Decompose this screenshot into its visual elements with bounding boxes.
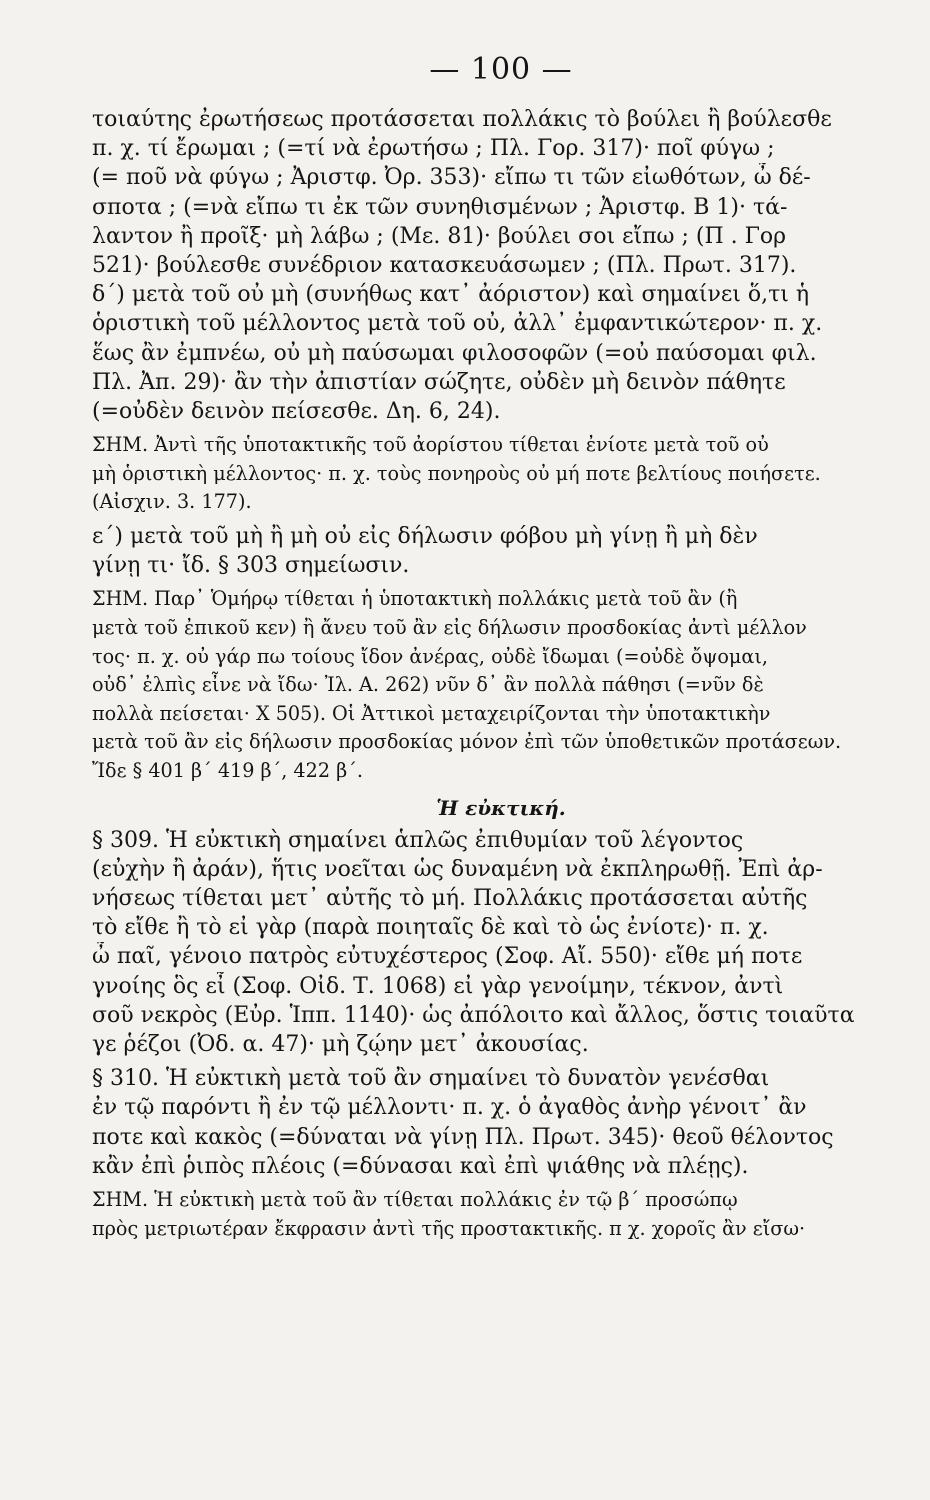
- note-line: μὴ ὁριστικὴ μέλλοντος· π. χ. τοὺς πονηροὺς οὐ μή ποτε βελτίους ποιήσετε.: [92, 461, 821, 485]
- note-line: ΣΗΜ. Παρ᾽ Ὁμήρῳ τίθεται ἡ ὑποτακτικὴ πολλάκις μετὰ τοῦ ἂν (ἢ: [92, 587, 738, 611]
- note-line: τος· π. χ. οὐ γάρ πω τοίους ἴδον ἀνέρας, οὐδὲ ἴδωμαι (=οὐδὲ ὄψομαι,: [92, 644, 768, 668]
- text-line: 521)· βούλεσθε συνέδριον κατασκευάσωμεν ; (Πλ. Πρωτ. 317).: [92, 253, 797, 279]
- text-line: ὦ παῖ, γένοιο πατρὸς εὐτυχέστερος (Σοφ. Αἴ. 550)· εἴθε μή ποτε: [92, 944, 803, 970]
- text-line: Πλ. Ἀπ. 29)· ἂν τὴν ἀπιστίαν σώζητε, οὐδὲν μὴ δεινὸν πάθητε: [92, 369, 786, 395]
- text-line: ποτε καὶ κακὸς (=δύναται νὰ γίνῃ Πλ. Πρωτ. 345)· θεοῦ θέλοντος: [92, 1124, 834, 1150]
- text-line: ἕως ἂν ἐμπνέω, οὐ μὴ παύσωμαι φιλοσοφῶν (=οὐ παύσομαι φιλ.: [92, 340, 817, 366]
- text-line: γνοίης ὃς εἶ (Σοφ. Οἰδ. Τ. 1068) εἰ γὰρ γενοίμην, τέκνον, ἀντὶ: [92, 973, 784, 999]
- text-line: π. χ. τί ἔρωμαι ; (=τί νὰ ἐρωτήσω ; Πλ. Γορ. 317)· ποῖ φύγω ;: [92, 136, 775, 162]
- text-line: τοιαύτης ἐρωτήσεως προτάσσεται πολλάκις τὸ βούλει ἢ βούλεσθε: [92, 107, 832, 132]
- note-2: [92, 585, 910, 785]
- note-line: μετὰ τοῦ ἂν εἰς δήλωσιν προσδοκίας μόνον ἐπὶ τῶν ὑποθετικῶν προτάσεων.: [92, 730, 842, 754]
- text-line: § 309. Ἡ εὐκτικὴ σημαίνει ἁπλῶς ἐπιθυμίαν τοῦ λέγοντος: [92, 827, 744, 853]
- text-line: ε΄) μετὰ τοῦ μὴ ἢ μὴ οὐ εἰς δήλωσιν φόβου μὴ γίνῃ ἢ μὴ δὲν: [92, 524, 758, 550]
- note-3: [92, 1186, 910, 1243]
- page-number: — 100 —: [429, 52, 573, 87]
- text-line: δ΄) μετὰ τοῦ οὐ μὴ (συνήθως κατ᾽ ἀόριστον) καὶ σημαίνει ὅ,τι ἡ: [92, 282, 810, 308]
- note-line: Ἴδε § 401 β΄ 419 β΄, 422 β΄.: [92, 758, 363, 782]
- paragraph-d-ou-me: [92, 280, 910, 426]
- note-1: [92, 431, 910, 517]
- text-line: νήσεως τίθεται μετ᾽ αὐτῆς τὸ μή. Πολλάκις προτάσσεται αὐτῆς: [92, 885, 808, 911]
- note-line: ΣΗΜ. Ἡ εὐκτικὴ μετὰ τοῦ ἂν τίθεται πολλάκις ἐν τῷ β΄ προσώπῳ: [92, 1188, 738, 1212]
- note-line: μετὰ τοῦ ἐπικοῦ κεν) ἢ ἄνευ τοῦ ἂν εἰς δήλωσιν προσδοκίας ἀντὶ μέλλον: [92, 616, 807, 640]
- text-line: (=οὐδὲν δεινὸν πείσεσθε. Δη. 6, 24).: [92, 399, 501, 425]
- text-line: τὸ εἴθε ἢ τὸ εἰ γὰρ (παρὰ ποιηταῖς δὲ καὶ τὸ ὡς ἐνίοτε)· π. χ.: [92, 915, 769, 941]
- paragraph-subjunctive-questions: [92, 105, 910, 280]
- text-line: σποτα ; (=νὰ εἴπω τι ἐκ τῶν συνηθισμένων ; Ἀριστφ. Β 1)· τά-: [92, 194, 788, 220]
- text-line: γίνῃ τι· ἴδ. § 303 σημείωσιν.: [92, 553, 410, 579]
- paragraph-310: [92, 1064, 910, 1181]
- note-line: πολλὰ πείσεται· Χ 505). Οἱ Ἀττικοὶ μεταχειρίζονται τὴν ὑποτακτικὴν: [92, 701, 771, 725]
- text-line: λαντον ἢ προῖξ· μὴ λάβω ; (Με. 81)· βούλει σοι εἴπω ; (Π . Γορ: [92, 223, 787, 249]
- section-heading: Ἡ εὐκτική.: [436, 795, 566, 820]
- text-line: § 310. Ἡ εὐκτικὴ μετὰ τοῦ ἂν σημαίνει τὸ δυνατὸν γενέσθαι: [92, 1066, 770, 1092]
- paragraph-e-fear: [92, 522, 910, 580]
- note-line: πρὸς μετριωτέραν ἔκφρασιν ἀντὶ τῆς προστακτικῆς. π χ. χοροῖς ἂν εἴσω·: [92, 1216, 806, 1240]
- text-line: ὁριστικὴ τοῦ μέλλοντος μετὰ τοῦ οὐ, ἀλλ᾽ ἐμφαντικώτερον· π. χ.: [92, 311, 823, 337]
- text-line: κἂν ἐπὶ ῥιπὸς πλέοις (=δύνασαι καὶ ἐπὶ ψιάθης νὰ πλέῃς).: [92, 1153, 749, 1179]
- text-line: (= ποῦ νὰ φύγω ; Ἀριστφ. Ὀρ. 353)· εἴπω τι τῶν εἰωθότων, ὦ δέ-: [92, 165, 811, 191]
- paragraph-309: [92, 826, 910, 1060]
- text-line: (εὐχὴν ἢ ἀράν), ἥτις νοεῖται ὡς δυναμένη νὰ ἐκπληρωθῇ. Ἐπὶ ἀρ-: [92, 856, 823, 882]
- note-line: ΣΗΜ. Ἀντὶ τῆς ὑποτακτικῆς τοῦ ἀορίστου τίθεται ἐνίοτε μετὰ τοῦ οὐ: [92, 433, 769, 457]
- note-line: οὐδ᾽ ἐλπὶς εἶνε νὰ ἴδω· Ἰλ. Α. 262) νῦν δ᾽ ἂν πολλὰ πάθησι (=νῦν δὲ: [92, 673, 764, 697]
- text-line: γε ῥέζοι (Ὀδ. α. 47)· μὴ ζῴην μετ᾽ ἀκουσίας.: [92, 1032, 589, 1057]
- note-line: (Αἰσχιν. 3. 177).: [92, 490, 252, 514]
- text-line: σοῦ νεκρὸς (Εὐρ. Ἱππ. 1140)· ὡς ἀπόλοιτο καὶ ἄλλος, ὅστις τοιαῦτα: [92, 1002, 855, 1028]
- text-line: ἐν τῷ παρόντι ἢ ἐν τῷ μέλλοντι· π. χ. ὁ ἀγαθὸς ἀνὴρ γένοιτ᾽ ἂν: [92, 1095, 807, 1121]
